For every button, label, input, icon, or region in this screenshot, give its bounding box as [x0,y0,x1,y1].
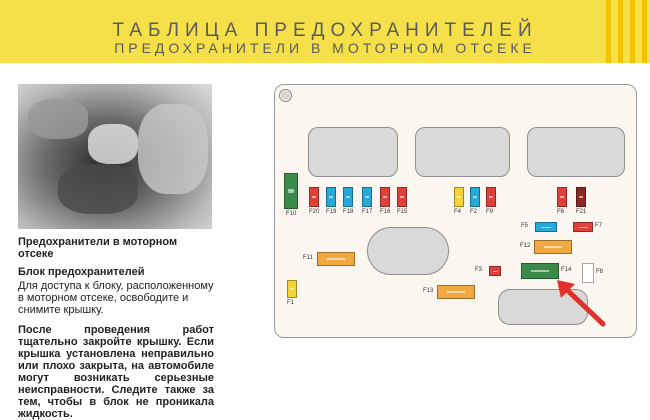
page-title: ТАБЛИЦА ПРЕДОХРАНИТЕЛЕЙ [112,20,538,41]
fuse-f9 [486,187,496,207]
warning-text: После проведения работ тщательно закройте крышку. Если крышка установлена неправильно или плохо закрыта, на автомобиле могут возникать серьезные неисправности. Следите также за тем, чтобы в блок не проникала жидкость. [18,324,214,420]
fuse-label: F1 [287,300,295,306]
fuse-f21 [576,187,586,207]
fuse-label: F12 [520,243,531,249]
fuse-label: F4 [454,209,462,215]
section-heading: Блок предохранителей [18,266,145,278]
fuse-label: F5 [521,223,529,229]
relay-slot [415,127,510,177]
relay-slot [527,127,625,177]
fuse-f14 [521,263,559,279]
fuse-label: F13 [423,288,434,294]
fuse-label: F16 [380,209,391,215]
fuse-f19 [326,187,336,207]
relay-slot [367,227,449,275]
fuse-f15 [397,187,407,207]
fuse-f18 [343,187,353,207]
fuse-f11 [317,252,355,266]
fuse-f3 [489,266,501,276]
fuse-label: F20 [309,209,320,215]
fuse-label: F6 [557,209,565,215]
fuse-label: F8 [596,269,604,275]
fuse-f12 [534,240,572,254]
fuse-label: F3 [475,267,483,273]
fuse-label: F15 [397,209,408,215]
fuse-f20 [309,187,319,207]
fuse-f4 [454,187,464,207]
screw-icon [279,89,292,102]
page-subtitle: ПРЕДОХРАНИТЕЛИ В МОТОРНОМ ОТСЕКЕ [114,40,536,56]
header-banner [0,0,650,63]
fuse-f1 [287,280,297,298]
fuse-label: F7 [595,223,603,229]
fuse-label: F14 [561,267,572,273]
fuse-label: F21 [576,209,587,215]
fuse-f6 [557,187,567,207]
arrow-icon [555,280,615,330]
fuse-f10 [284,173,298,209]
fuse-label: F19 [326,209,337,215]
fuse-f2 [470,187,480,207]
fuse-label: F18 [343,209,354,215]
fuse-label: F17 [362,209,373,215]
fuse-label: F2 [470,209,478,215]
fuse-f16 [380,187,390,207]
fuse-label: F11 [303,255,313,261]
relay-slot [308,127,398,177]
photo-caption: Предохранители в моторном отсеке [18,236,178,260]
fuse-label: F9 [486,209,494,215]
fuse-label: F10 [286,211,297,217]
engine-bay-photo [18,84,212,229]
fuse-f17 [362,187,372,207]
fuse-f5 [535,222,557,232]
fuse-f13 [437,285,475,299]
section-body: Для доступа к блоку, расположенному в моторном отсеке, освободите и снимите крышку. [18,280,214,316]
fuse-f7 [573,222,593,232]
